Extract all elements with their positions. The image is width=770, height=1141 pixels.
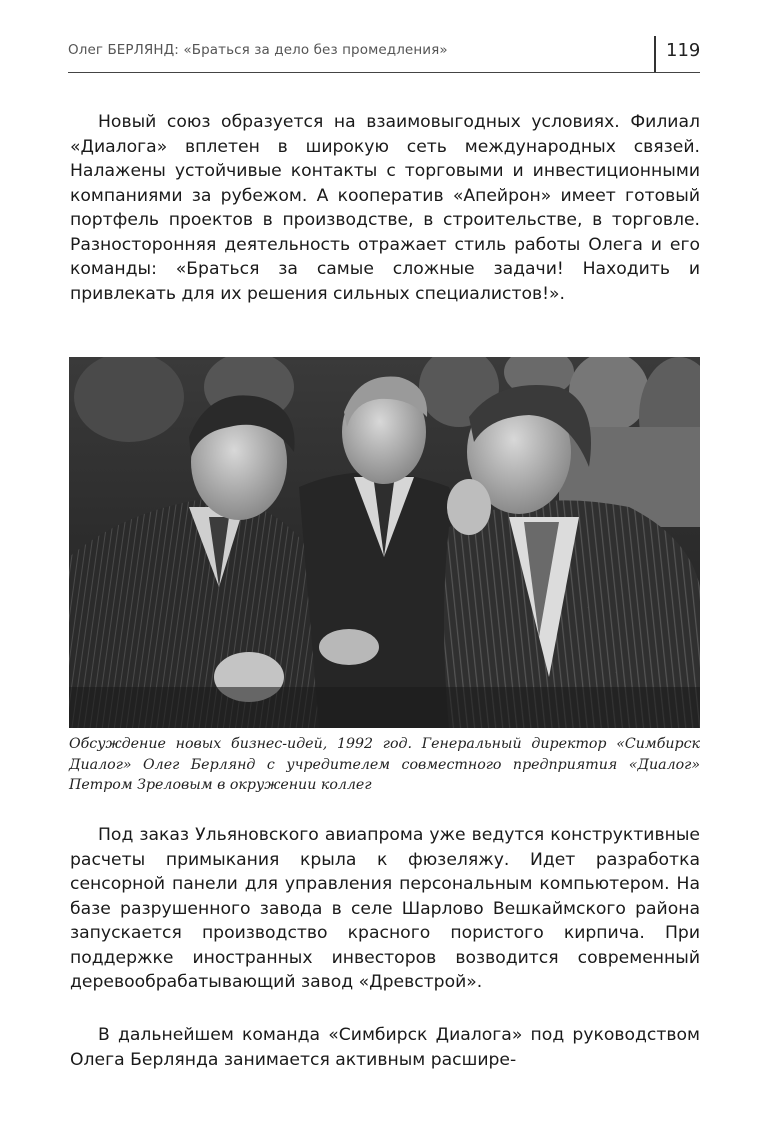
header-separator (654, 36, 656, 72)
running-header (68, 36, 700, 72)
photo-illustration (69, 357, 700, 728)
paragraph-2: Под заказ Ульяновского авиапрома уже ведутся конструктивные расчеты примыкания крыла к фюзеляжу. Идет разработка сенсорной панели для управления персональным компьютером. На базе разрушенного завода в селе Шарлово Вешкаймского района запускается производство красного пористого кирпича. При поддержке иностранных инвесторов возводится современный деревообрабатывающий завод «Древстрой». (70, 825, 700, 992)
running-header-title: Олег БЕРЛЯНД: «Браться за дело без промедления» (68, 42, 448, 58)
paragraph-3: В дальнейшем команда «Симбирск Диалога» под руководством Олега Берлянда занимается активным расшире- (70, 1025, 700, 1070)
photo-caption: Обсуждение новых бизнес-идей, 1992 год. Генеральный директор «Симбирск Диалог» Олег Берлянд с учредителем совместного предприятия «Диалог» Петром Зреловым в окружении коллег (69, 736, 700, 793)
page-number: 119 (666, 40, 701, 61)
header-rule (68, 72, 700, 73)
photo-three-men (69, 357, 700, 728)
paragraph-1: Новый союз образуется на взаимовыгодных условиях. Филиал «Диалога» вплетен в широкую сеть международных связей. Налажены устойчивые контакты с торговыми и инвестиционными компаниями за рубежом. А кооператив «Апейрон» имеет готовый портфель проектов в производстве, в строительстве, в торговле. Разносторонняя деятельность отражает стиль работы Олега и его команды: «Браться за самые сложные задачи! Находить и привлекать для их решения сильных специалистов!». (70, 112, 700, 304)
